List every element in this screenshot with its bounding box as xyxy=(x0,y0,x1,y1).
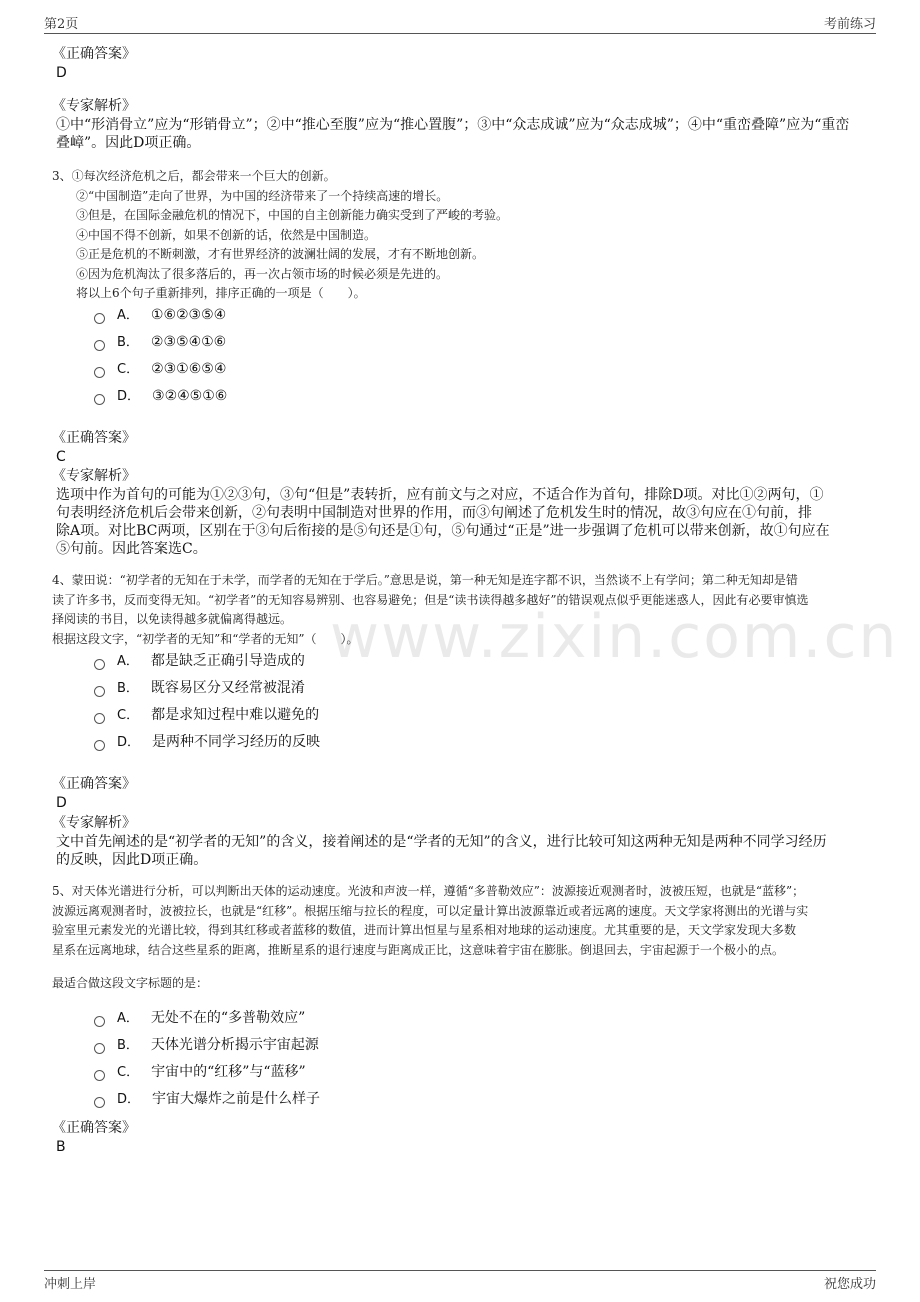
analysis-label: 《专家解析》 xyxy=(52,98,136,114)
analysis-line: 句表明经济危机后会带来创新，②句表明中国制造对世界的作用，而③句阐述了危机发生时的情况，故③句应在①句前，排 xyxy=(56,505,812,521)
radio-icon[interactable] xyxy=(94,340,105,351)
radio-icon[interactable] xyxy=(94,394,105,405)
question-prompt: 根据这段文字，“初学者的无知”和“学者的无知”（ ）。 xyxy=(52,631,359,646)
q3-option-c[interactable]: C． ②③①⑥⑤④ xyxy=(94,359,226,380)
question-stem-line: 星系在远离地球，结合这些星系的距离，推断星系的退行速度与距离成正比，这意味着宇宙在膨胀。倒退回去，宇宙起源于一个极小的点。 xyxy=(52,942,785,957)
sentence-6: ⑥因为危机淘汰了很多落后的，再一次占领市场的时候必须是先进的。 xyxy=(76,266,449,281)
sentence-3: ③但是，在国际金融危机的情况下，中国的自主创新能力确实受到了严峻的考验。 xyxy=(76,208,509,222)
analysis-line: ①中“形消骨立”应为“形销骨立”；②中“推心至腹”应为“推心置腹”；③中“众志成诚”应为“众志成城”；④中“重峦叠障”应为“重峦 xyxy=(56,117,850,133)
q4-option-b[interactable]: B． 既容易区分又经常被混淆 xyxy=(94,678,305,699)
question-stem-line: 5、对天体光谱进行分析，可以判断出天体的运动速度。光波和声波一样，遵循“多普勒效应”：波源接近观测者时，波被压短，也就是“蓝移”； xyxy=(52,884,805,898)
q3-option-a[interactable]: A． ①⑥②③⑤④ xyxy=(94,305,226,326)
q2-answer-section xyxy=(52,44,870,82)
q3-stem xyxy=(52,167,870,304)
answer-label: 《正确答案》 xyxy=(52,776,136,792)
q3-analysis-section xyxy=(52,466,870,558)
q4-answer-section xyxy=(52,774,870,812)
radio-icon[interactable] xyxy=(94,740,105,751)
page-footer xyxy=(44,1270,876,1297)
question-stem-line: 4、蒙田说：“初学者的无知在于未学，而学者的无知在于学后。”意思是说，第一种无知是连字都不识，当然谈不上有学问；第二种无知却是错 xyxy=(52,573,798,587)
radio-icon[interactable] xyxy=(94,1097,105,1108)
q5-prompt: 最适合做这段文字标题的是： xyxy=(52,976,209,990)
analysis-line: 选项中作为首句的可能为①②③句，③句“但是”表转折，应有前文与之对应，不适合作为首句，排除D项。对比①②两句，① xyxy=(56,487,824,503)
q5-option-d[interactable]: D． 宇宙大爆炸之前是什么样子 xyxy=(94,1089,320,1110)
analysis-line: 文中首先阐述的是“初学者的无知”的含义，接着阐述的是“学者的无知”的含义，进行比较可知这两种无知是两种不同学习经历 xyxy=(56,834,827,850)
answer-value: D xyxy=(56,795,67,811)
radio-icon[interactable] xyxy=(94,1070,105,1081)
analysis-label: 《专家解析》 xyxy=(52,815,136,831)
q4-option-c[interactable]: C． 都是求知过程中难以避免的 xyxy=(94,705,319,726)
question-stem-line: 读了许多书，反而变得无知。“初学者”的无知容易辨别、也容易避免；但是“读书读得越多越好”的错误观点似乎更能迷惑人，因此有必要审慎选 xyxy=(52,592,809,607)
radio-icon[interactable] xyxy=(94,686,105,697)
footer-left-text: 冲刺上岸 xyxy=(44,1277,97,1292)
page-number: 第2页 xyxy=(44,17,79,32)
analysis-line: 的反映，因此D项正确。 xyxy=(56,852,208,868)
q2-analysis-section xyxy=(52,96,870,152)
q4-analysis-section xyxy=(52,813,870,869)
answer-label: 《正确答案》 xyxy=(52,430,136,446)
q3-answer-section xyxy=(52,428,870,466)
watermark: www.zixin.com.cn xyxy=(330,602,899,672)
radio-icon[interactable] xyxy=(94,659,105,670)
radio-icon[interactable] xyxy=(94,1016,105,1027)
q5-option-c[interactable]: C． 宇宙中的“红移”与“蓝移” xyxy=(94,1062,306,1083)
sentence-5: ⑤正是危机的不断刺激，才有世界经济的波澜壮阔的发展，才有不断地创新。 xyxy=(76,247,485,261)
header-title: 考前练习 xyxy=(823,17,876,32)
q5-answer-section xyxy=(52,1118,870,1156)
sentence-2: ②“中国制造”走向了世界，为中国的经济带来了一个持续高速的增长。 xyxy=(76,188,449,203)
question-stem-line: 择阅读的书目，以免读得越多就偏离得越远。 xyxy=(52,612,293,626)
answer-value: C xyxy=(56,449,66,465)
sentence-4: ④中国不得不创新，如果不创新的话，依然是中国制造。 xyxy=(76,227,377,242)
answer-label: 《正确答案》 xyxy=(52,46,136,62)
radio-icon[interactable] xyxy=(94,713,105,724)
radio-icon[interactable] xyxy=(94,367,105,378)
q4-option-d[interactable]: D． 是两种不同学习经历的反映 xyxy=(94,732,320,753)
footer-right-text: 祝您成功 xyxy=(823,1277,876,1292)
analysis-line: 除A项。对比BC两项，区别在于③句后衔接的是⑤句还是①句，⑤句通过“正是”进一步强调了危机可以带来创新，故①句应在 xyxy=(56,523,830,539)
q3-option-b[interactable]: B． ②③⑤④①⑥ xyxy=(94,332,226,353)
radio-icon[interactable] xyxy=(94,1043,105,1054)
question-stem-line: 波源远离观测者时，波被拉长，也就是“红移”。根据压缩与拉长的程度，可以定量计算出波源靠近或者远离的速度。天文学家将测出的光谱与实 xyxy=(52,903,809,918)
q4-option-a[interactable]: A． 都是缺乏正确引导造成的 xyxy=(94,651,305,672)
q5-stem xyxy=(52,882,870,960)
analysis-line: ⑤句前。因此答案选C。 xyxy=(56,541,207,557)
question-prompt: 将以上6个句子重新排列，排序正确的一项是（ ）。 xyxy=(76,286,366,300)
answer-value: D xyxy=(56,65,67,81)
question-stem-line: 3、①每次经济危机之后，都会带来一个巨大的创新。 xyxy=(52,169,336,183)
analysis-label: 《专家解析》 xyxy=(52,468,136,484)
analysis-line: 叠嶂”。因此D项正确。 xyxy=(56,135,201,151)
radio-icon[interactable] xyxy=(94,313,105,324)
q3-option-d[interactable]: D． ③②④⑤①⑥ xyxy=(94,386,227,407)
q5-option-a[interactable]: A． 无处不在的“多普勒效应” xyxy=(94,1008,305,1029)
q4-stem xyxy=(52,571,870,649)
q5-option-b[interactable]: B． 天体光谱分析揭示宇宙起源 xyxy=(94,1035,319,1056)
page-header xyxy=(44,13,876,34)
answer-value: B xyxy=(56,1139,66,1155)
answer-label: 《正确答案》 xyxy=(52,1120,136,1136)
question-stem-line: 验室里元素发光的光谱比较，得到其红移或者蓝移的数值，进而计算出恒星与星系相对地球的运动速度。尤其重要的是，天文学家发现大多数 xyxy=(52,923,797,937)
